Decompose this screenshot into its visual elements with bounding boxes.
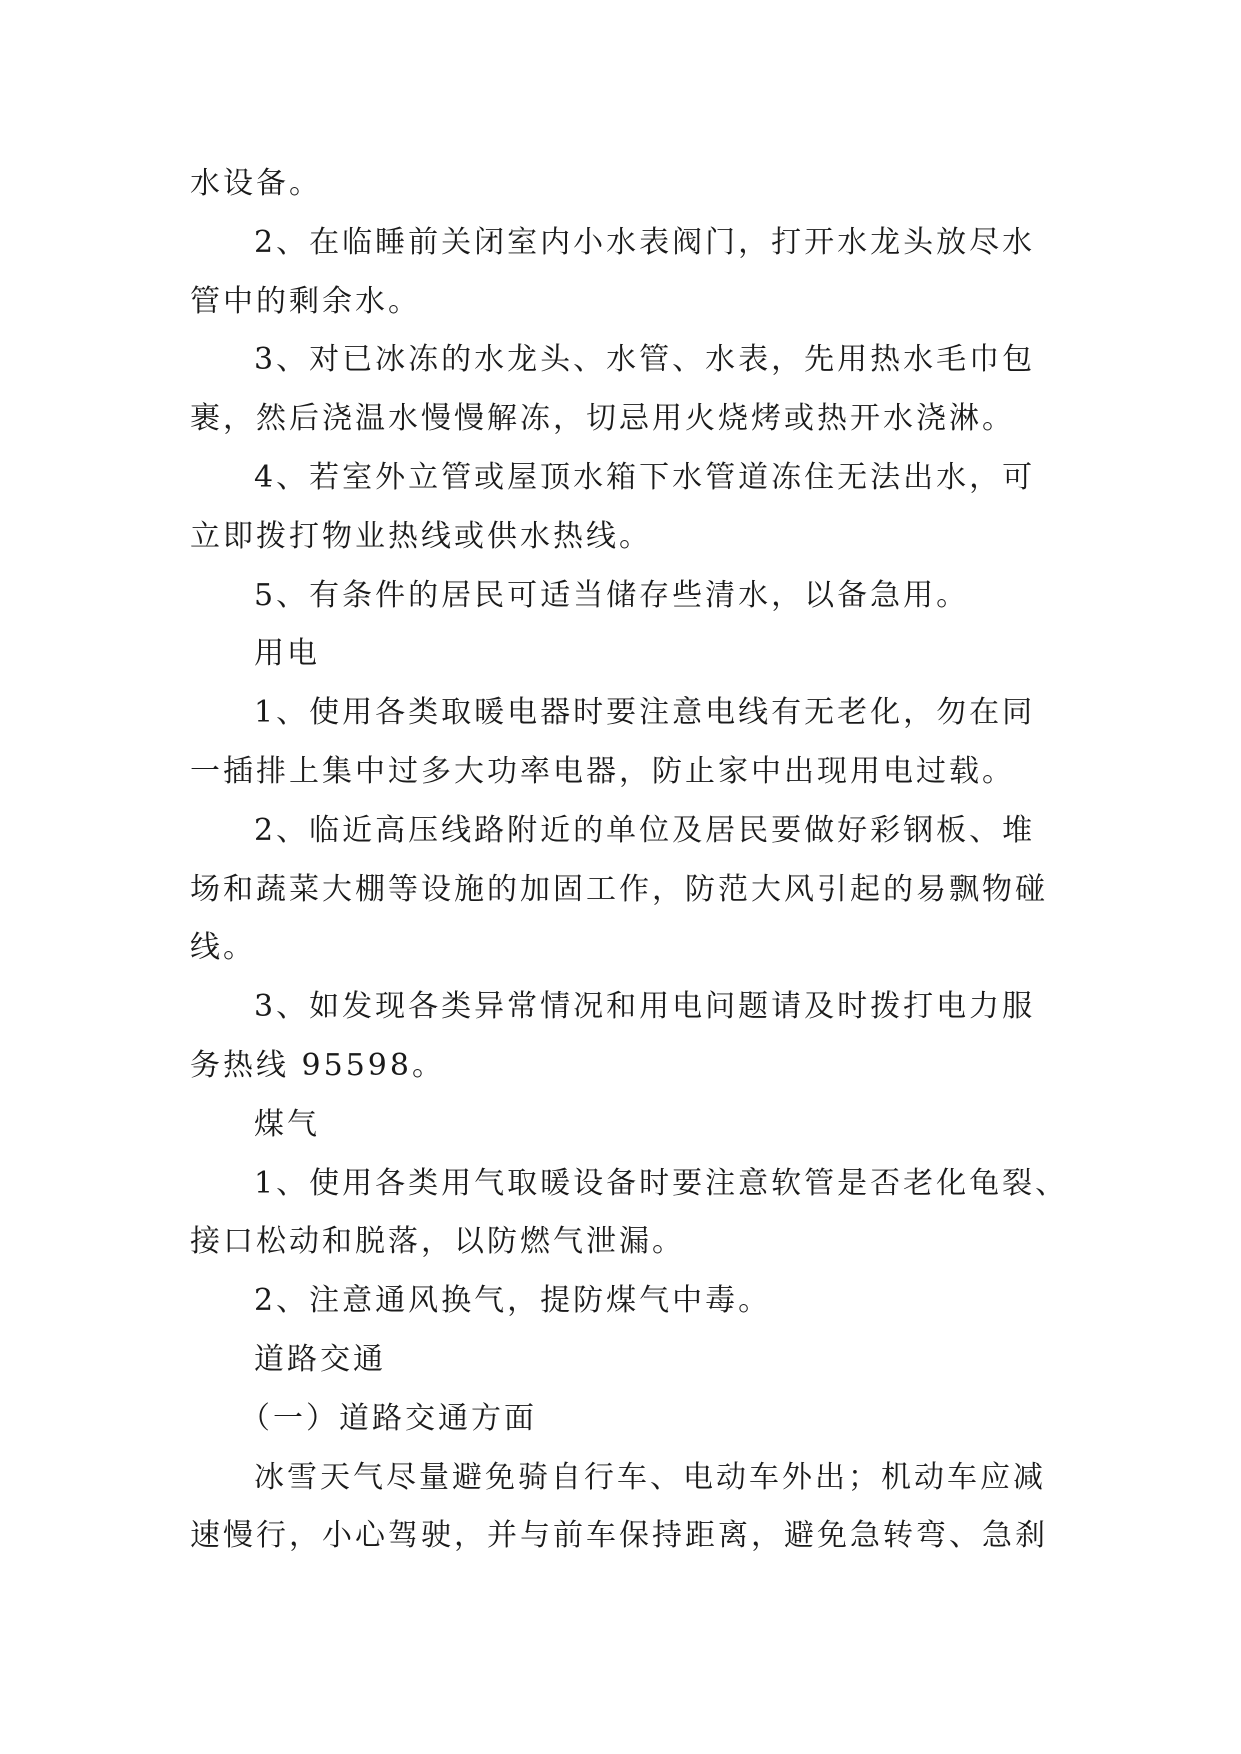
text-line: 场和蔬菜大棚等设施的加固工作，防范大风引起的易飘物碰 bbox=[190, 871, 1048, 907]
section-heading: 道路交通 bbox=[254, 1341, 386, 1377]
text-line: 裹，然后浇温水慢慢解冻，切忌用火烧烤或热开水浇淋。 bbox=[190, 401, 1015, 437]
subsection-heading: （一）道路交通方面 bbox=[240, 1400, 537, 1436]
document-body bbox=[190, 155, 1070, 1566]
text-line: 3、对已冰冻的水龙头、水管、水表，先用热水毛巾包 bbox=[254, 342, 1036, 378]
text-line: 线。 bbox=[190, 930, 256, 966]
text-line: 冰雪天气尽量避免骑自行车、电动车外出；机动车应减 bbox=[254, 1459, 1046, 1495]
section-heading: 用电 bbox=[254, 636, 320, 672]
text-line: 3、如发现各类异常情况和用电问题请及时拨打电力服 bbox=[254, 989, 1036, 1025]
text-line: 管中的剩余水。 bbox=[190, 283, 421, 319]
text-line: 2、在临睡前关闭室内小水表阀门，打开水龙头放尽水 bbox=[254, 224, 1036, 260]
text-line: 2、注意通风换气，提防煤气中毒。 bbox=[254, 1283, 772, 1319]
text-line: 一插排上集中过多大功率电器，防止家中出现用电过载。 bbox=[190, 753, 1015, 789]
text-line: 接口松动和脱落，以防燃气泄漏。 bbox=[190, 1224, 685, 1260]
text-line: 1、使用各类取暖电器时要注意电线有无老化，勿在同 bbox=[254, 695, 1036, 731]
text-line: 水设备。 bbox=[190, 166, 322, 201]
text-line: 4、若室外立管或屋顶水箱下水管道冻住无法出水，可 bbox=[254, 459, 1036, 495]
section-heading: 煤气 bbox=[254, 1106, 320, 1142]
text-line: 立即拨打物业热线或供水热线。 bbox=[190, 518, 652, 554]
text-line: 2、临近高压线路附近的单位及居民要做好彩钢板、堆 bbox=[254, 812, 1036, 848]
text-line: 务热线 95598。 bbox=[190, 1047, 445, 1083]
text-line: 5、有条件的居民可适当储存些清水，以备急用。 bbox=[254, 577, 970, 613]
text-line: 速慢行，小心驾驶，并与前车保持距离，避免急转弯、急刹 bbox=[190, 1518, 1048, 1554]
text-line: 1、使用各类用气取暖设备时要注意软管是否老化龟裂、 bbox=[254, 1165, 1069, 1201]
